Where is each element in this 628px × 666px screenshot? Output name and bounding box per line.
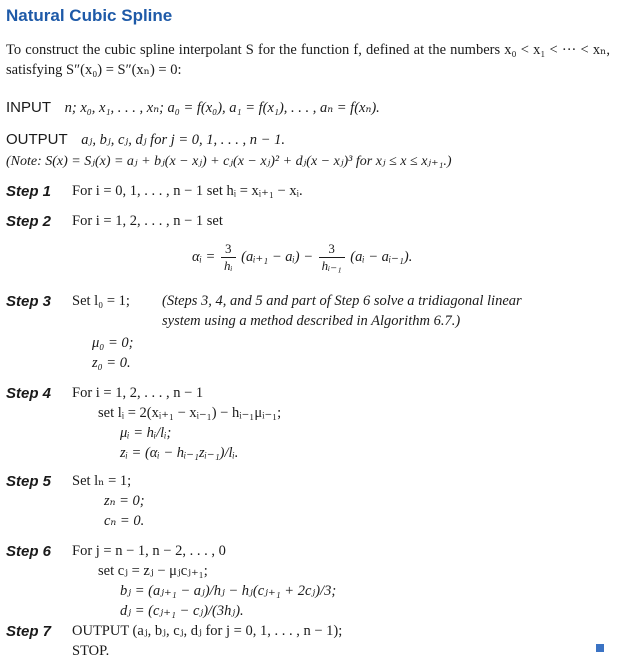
input-row: [6, 99, 380, 117]
step-4-line-2: set lᵢ = 2(xᵢ₊₁ − xᵢ₋₁) − hᵢ₋₁μᵢ₋₁;: [98, 405, 282, 421]
fraction-3-over-h-prev: [319, 241, 345, 274]
alpha-tail: (aᵢ − aᵢ₋₁).: [350, 248, 413, 265]
fraction-2-numerator: 3: [328, 241, 335, 256]
alpha-lhs: αᵢ =: [192, 248, 216, 265]
step-6: [6, 543, 51, 561]
fraction-3-over-h: [221, 241, 236, 274]
step-4-line-3: μᵢ = hᵢ/lᵢ;: [120, 425, 172, 441]
step-3-line-mu: μ₀ = 0;: [92, 335, 134, 351]
step-3-label: Step 3: [6, 293, 52, 310]
step-3-line-z: z₀ = 0.: [92, 355, 131, 371]
step-7: [6, 623, 51, 641]
intro-paragraph: To construct the cubic spline interpolant S for the function f, defined at the numbers x₀ < x₁ < ··· < xₙ, satisfying S″(x₀) = S″(xₙ) = 0:: [6, 42, 610, 78]
step-1: [6, 183, 51, 201]
input-text: n; x₀, x₁, . . . , xₙ; a₀ = f(x₀), a₁ = f(x₁), . . . , aₙ = f(xₙ).: [64, 100, 380, 116]
end-of-algorithm-square-icon: [596, 644, 604, 652]
note-text: (Note: S(x) = Sⱼ(x) = aⱼ + bⱼ(x − xⱼ) + cⱼ(x − xⱼ)² + dⱼ(x − xⱼ)³ for xⱼ ≤ x ≤ xⱼ₊₁.): [6, 154, 452, 169]
step-5-label: Step 5: [6, 473, 52, 490]
step-4-line-1: For i = 1, 2, . . . , n − 1: [72, 385, 204, 401]
fraction-1-numerator: 3: [224, 241, 232, 256]
step-3-note-2: system using a method described in Algorithm 6.7.): [162, 313, 461, 329]
step-6-label: Step 6: [6, 543, 52, 560]
step-7-label: Step 7: [6, 623, 52, 640]
step-1-line-1: For i = 0, 1, . . . , n − 1 set hᵢ = xᵢ₊₁ − xᵢ.: [72, 183, 303, 199]
step-6-line-3: bⱼ = (aⱼ₊₁ − aⱼ)/hⱼ − hⱼ(cⱼ₊₁ + 2cⱼ)/3;: [120, 583, 337, 599]
step-2-label: Step 2: [6, 213, 52, 230]
step-5: [6, 473, 51, 491]
step-5-line-3: cₙ = 0.: [104, 513, 145, 529]
step-1-label: Step 1: [6, 183, 52, 200]
step-4-label: Step 4: [6, 385, 52, 402]
step-3: [6, 293, 51, 311]
step-3-note-1: (Steps 3, 4, and 5 and part of Step 6 solve a tridiagonal linear: [162, 293, 522, 309]
step-6-line-2: set cⱼ = zⱼ − μⱼcⱼ₊₁;: [98, 563, 208, 579]
step-7-line-2: STOP.: [72, 643, 110, 659]
step-6-line-4: dⱼ = (cⱼ₊₁ − cⱼ)/(3hⱼ).: [120, 603, 244, 619]
step-4-line-4: zᵢ = (αᵢ − hᵢ₋₁zᵢ₋₁)/lᵢ.: [120, 445, 239, 461]
input-label: INPUT: [6, 99, 51, 116]
step-2: [6, 213, 51, 231]
output-text: aⱼ, bⱼ, cⱼ, dⱼ for j = 0, 1, . . . , n − 1.: [81, 132, 285, 148]
fraction-1-denominator: hᵢ: [221, 257, 236, 274]
step-7-line-1: OUTPUT (aⱼ, bⱼ, cⱼ, dⱼ for j = 0, 1, . . . , n − 1);: [72, 623, 343, 639]
step-2-line-1: For i = 1, 2, . . . , n − 1 set: [72, 213, 223, 229]
step-3-line-1: Set l₀ = 1;: [72, 293, 130, 309]
fraction-2-denominator: hᵢ₋₁: [319, 257, 345, 274]
step-6-line-1: For j = n − 1, n − 2, . . . , 0: [72, 543, 226, 559]
output-label: OUTPUT: [6, 131, 68, 148]
alpha-mid: (aᵢ₊₁ − aᵢ) −: [241, 248, 314, 265]
output-row: [6, 131, 285, 149]
alpha-equation: [192, 241, 412, 274]
step-5-line-2: zₙ = 0;: [104, 493, 145, 509]
step-4: [6, 385, 51, 403]
step-5-line-1: Set lₙ = 1;: [72, 473, 132, 489]
algorithm-title: Natural Cubic Spline: [6, 6, 173, 25]
